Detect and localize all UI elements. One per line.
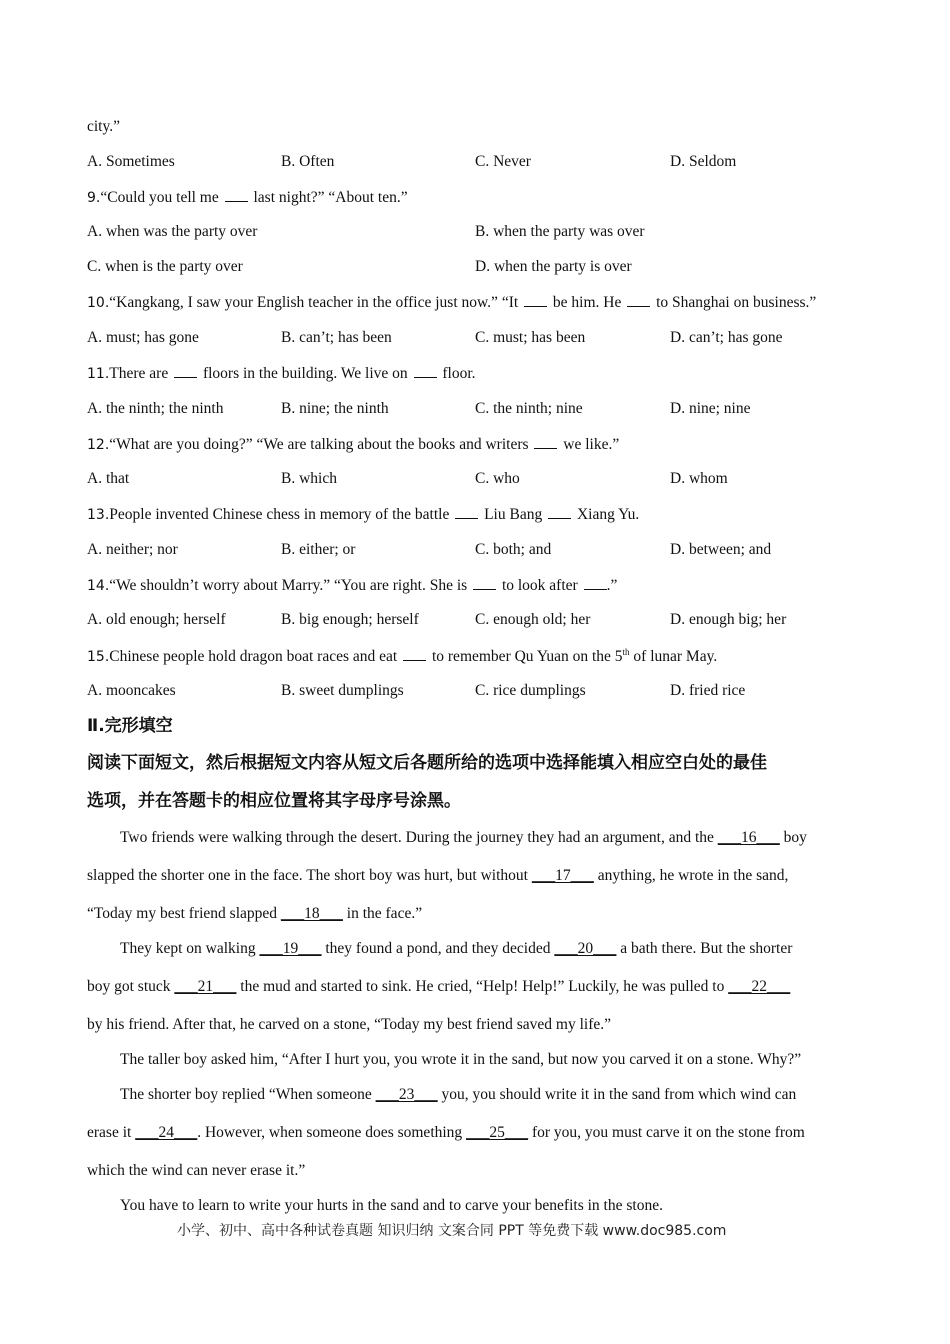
q13-option-a: A. neither; nor [87, 541, 178, 558]
section-instruction-line-1: 阅读下面短文，然后根据短文内容从短文后各题所给的选项中选择能填入相应空白处的最佳 [87, 753, 767, 773]
q13-text-b: Liu Bang [484, 506, 543, 523]
blank-22: ___22___ [728, 978, 791, 995]
q8-option-b: B. Often [281, 153, 335, 170]
passage-text: They kept on walking [120, 940, 256, 957]
q9-option-a: A. when was the party over [87, 223, 258, 240]
q13-option-b: B. either; or [281, 541, 356, 558]
passage-text: “Today my best friend slapped [87, 905, 278, 922]
passage-text: for you, you must carve it on the stone from [531, 1124, 805, 1141]
page-footer: 小学、初中、高中各种试卷真题 知识归纳 文案合同 PPT 等免费下载 www.doc985.com [177, 1223, 727, 1239]
q10-blank-2 [627, 292, 650, 307]
q12-option-d: D. whom [670, 470, 728, 487]
q14-blank-1 [473, 575, 496, 590]
blank-23: ___23___ [375, 1086, 438, 1103]
q15-text-a: Chinese people hold dragon boat races and eat [109, 648, 398, 665]
q13-blank-2 [548, 504, 571, 519]
passage-p4-line-3: which the wind can never erase it.” [87, 1162, 306, 1179]
passage-text: slapped the shorter one in the face. The short boy was hurt, but without [87, 867, 528, 884]
passage-p1-line-3 [87, 904, 422, 924]
q14-text-c: .” [606, 577, 618, 594]
q9-option-b: B. when the party was over [475, 223, 645, 240]
blank-20: ___20___ [554, 940, 617, 957]
passage-p3: The taller boy asked him, “After I hurt you, you wrote it in the sand, but now you carved it on a stone. Why?” [120, 1051, 802, 1068]
blank-16: ___16___ [717, 829, 780, 846]
q8-stem-continued: city.” [87, 118, 120, 135]
q10-option-b: B. can’t; has been [281, 329, 392, 346]
q12-option-b: B. which [281, 470, 337, 487]
passage-text: you, you should write it in the sand from which wind can [441, 1086, 797, 1103]
q15-text-c: of lunar May. [629, 648, 718, 665]
blank-17: ___17___ [531, 867, 594, 884]
passage-text: anything, he wrote in the sand, [597, 867, 789, 884]
q14-option-d: D. enough big; her [670, 611, 787, 628]
q15-option-d: D. fried rice [670, 682, 746, 699]
passage-text: a bath there. But the shorter [620, 940, 793, 957]
q15-number: 15. [87, 649, 110, 665]
passage-text: erase it [87, 1124, 132, 1141]
q13-option-c: C. both; and [475, 541, 552, 558]
q14-text-b: to look after [501, 577, 578, 594]
q12-text-b: we like.” [563, 436, 620, 453]
q10-number: 10. [87, 295, 110, 311]
q11-stem [87, 363, 476, 384]
passage-p2-line-2 [87, 977, 790, 997]
q11-number: 11. [87, 366, 110, 382]
passage-text: . However, when someone does something [197, 1124, 463, 1141]
q10-stem [87, 292, 816, 313]
q11-blank-2 [414, 363, 437, 378]
q9-number: 9. [87, 190, 101, 206]
q11-option-a: A. the ninth; the ninth [87, 400, 224, 417]
q15-superscript: th [622, 646, 630, 657]
section-instruction-line-2: 选项，并在答题卡的相应位置将其字母序号涂黑。 [87, 791, 461, 811]
q13-blank-1 [455, 504, 478, 519]
q14-blank-2 [584, 575, 607, 590]
q12-text-a: “What are you doing?” “We are talking about the books and writers [109, 436, 529, 453]
q15-option-c: C. rice dumplings [475, 682, 586, 699]
q15-text-b: to remember Qu Yuan on the 5 [431, 648, 623, 665]
q13-text-a: People invented Chinese chess in memory of the battle [109, 506, 450, 523]
passage-text: boy got stuck [87, 978, 171, 995]
q14-number: 14. [87, 578, 110, 594]
q14-stem [87, 575, 617, 596]
passage-text: the mud and started to sink. He cried, “Help! Help!” Luckily, he was pulled to [240, 978, 725, 995]
section-heading: Ⅱ.完形填空 [87, 716, 173, 736]
q15-option-a: A. mooncakes [87, 682, 176, 699]
q15-blank [403, 646, 426, 661]
blank-19: ___19___ [259, 940, 322, 957]
q9-option-c: C. when is the party over [87, 258, 243, 275]
q11-option-c: C. the ninth; nine [475, 400, 583, 417]
blank-21: ___21___ [174, 978, 237, 995]
q12-stem [87, 434, 619, 455]
q13-option-d: D. between; and [670, 541, 772, 558]
q15-stem [87, 646, 717, 667]
q13-text-c: Xiang Yu. [576, 506, 640, 523]
passage-text: The shorter boy replied “When someone [120, 1086, 372, 1103]
q9-stem [87, 187, 408, 208]
q13-number: 13. [87, 507, 110, 523]
q10-text-b: be him. He [552, 294, 622, 311]
blank-18: ___18___ [280, 905, 343, 922]
q9-option-d: D. when the party is over [475, 258, 632, 275]
q8-option-c: C. Never [475, 153, 531, 170]
q8-option-a: A. Sometimes [87, 153, 175, 170]
q11-text-c: floor. [442, 365, 476, 382]
q11-text-b: floors in the building. We live on [202, 365, 408, 382]
passage-p1-line-2 [87, 866, 788, 886]
passage-p2-line-3: by his friend. After that, he carved on a stone, “Today my best friend saved my life.” [87, 1016, 612, 1033]
q11-blank-1 [174, 363, 197, 378]
q8-option-d: D. Seldom [670, 153, 737, 170]
q13-stem [87, 504, 639, 525]
passage-text: Two friends were walking through the desert. During the journey they had an argument, and the [120, 829, 714, 846]
passage-p5: You have to learn to write your hurts in the sand and to carve your benefits in the stone. [120, 1197, 663, 1214]
passage-text: they found a pond, and they decided [325, 940, 551, 957]
q12-option-a: A. that [87, 470, 130, 487]
passage-text: boy [783, 829, 807, 846]
q14-option-b: B. big enough; herself [281, 611, 419, 628]
passage-p1-line-1 [120, 828, 807, 848]
passage-p4-line-1 [120, 1085, 796, 1105]
q10-blank-1 [524, 292, 547, 307]
q10-option-d: D. can’t; has gone [670, 329, 783, 346]
q11-option-b: B. nine; the ninth [281, 400, 389, 417]
q12-option-c: C. who [475, 470, 520, 487]
q10-option-c: C. must; has been [475, 329, 586, 346]
q9-text-a: “Could you tell me [100, 189, 219, 206]
q10-text-c: to Shanghai on business.” [656, 294, 817, 311]
passage-p4-line-2 [87, 1123, 805, 1143]
blank-24: ___24___ [135, 1124, 198, 1141]
q11-text-a: There are [109, 365, 169, 382]
q10-text-a: “Kangkang, I saw your English teacher in the office just now.” “It [109, 294, 519, 311]
q12-number: 12. [87, 437, 110, 453]
q14-option-c: C. enough old; her [475, 611, 591, 628]
q11-option-d: D. nine; nine [670, 400, 751, 417]
passage-text: in the face.” [346, 905, 423, 922]
q14-option-a: A. old enough; herself [87, 611, 226, 628]
q12-blank [534, 434, 557, 449]
q9-blank [225, 187, 248, 202]
passage-p2-line-1 [120, 939, 792, 959]
blank-25: ___25___ [466, 1124, 529, 1141]
q15-option-b: B. sweet dumplings [281, 682, 404, 699]
q10-option-a: A. must; has gone [87, 329, 199, 346]
q9-text-b: last night?” “About ten.” [253, 189, 408, 206]
q14-text-a: “We shouldn’t worry about Marry.” “You are right. She is [109, 577, 468, 594]
